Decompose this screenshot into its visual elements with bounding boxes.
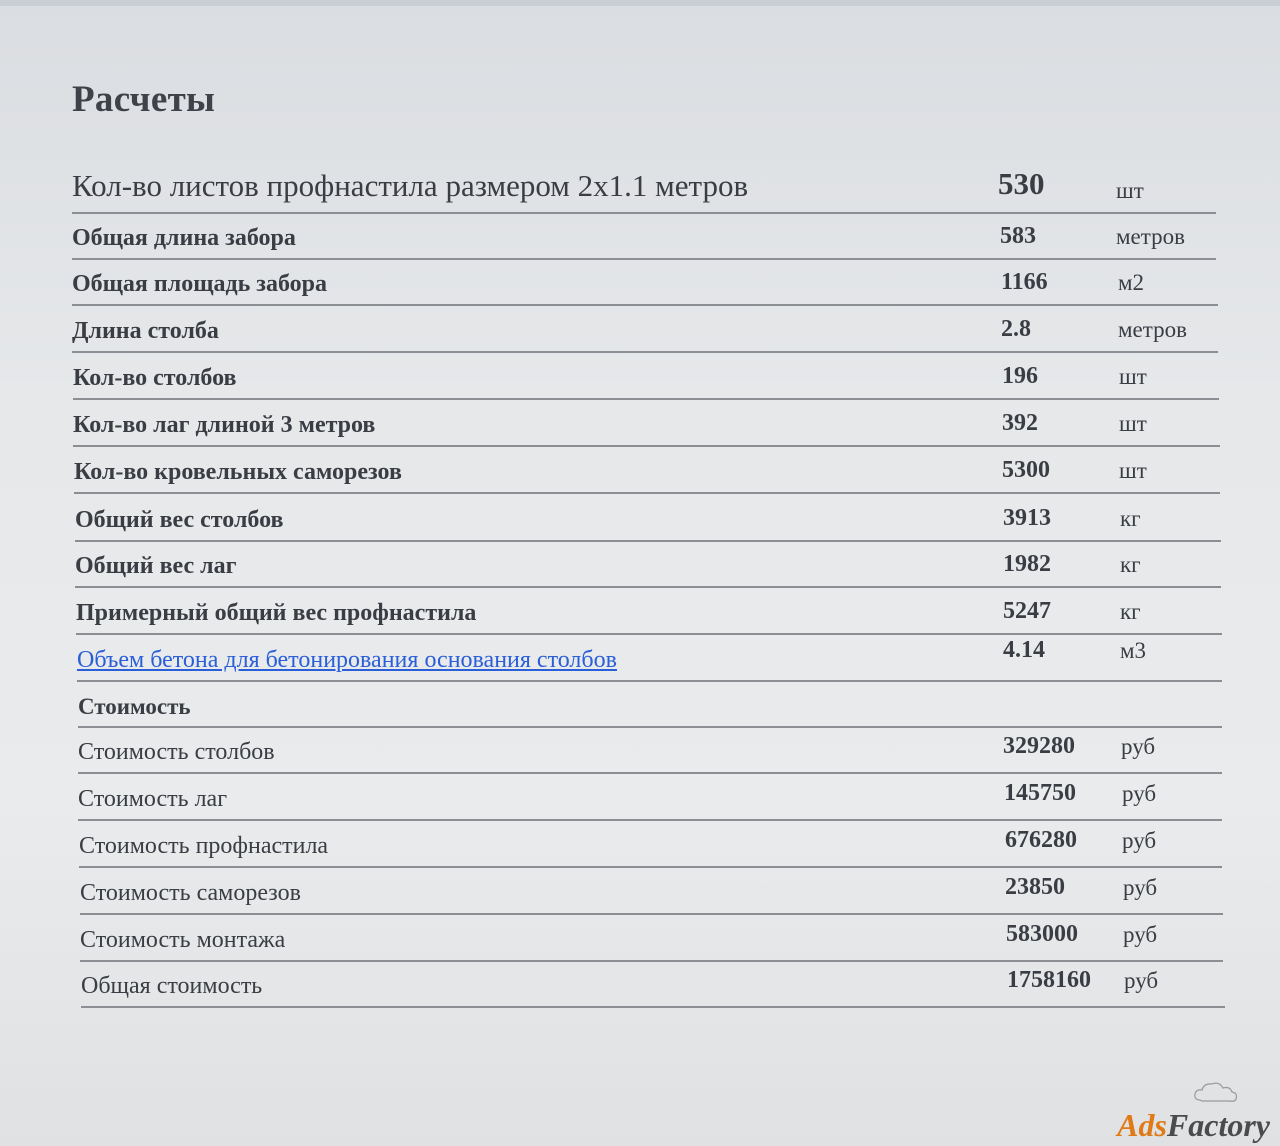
result-value: 1982: [1003, 551, 1051, 577]
result-label: Общий вес лаг: [75, 553, 237, 579]
cost-unit: руб: [1124, 968, 1159, 993]
result-row-sheets: [72, 166, 1216, 214]
cost-unit: руб: [1122, 781, 1157, 806]
result-unit: кг: [1120, 552, 1141, 577]
result-label: Длина столба: [72, 318, 219, 344]
result-value: 5247: [1003, 598, 1051, 624]
cost-unit: руб: [1121, 734, 1156, 759]
result-row-screws: [74, 448, 1220, 494]
cost-row-posts: [78, 728, 1222, 774]
result-label: Кол-во кровельных саморезов: [74, 459, 402, 485]
result-unit: шт: [1119, 364, 1147, 389]
cost-unit: руб: [1123, 922, 1158, 947]
watermark-brand-factory: Factory: [1166, 1107, 1270, 1143]
cost-label: Стоимость столбов: [78, 739, 275, 765]
result-value: 392: [1002, 410, 1038, 436]
cost-row-sheets: [79, 822, 1222, 868]
result-label: Примерный общий вес профнастила: [76, 600, 477, 626]
result-unit: шт: [1119, 411, 1147, 436]
result-value: 4.14: [1003, 637, 1045, 663]
result-value: 3913: [1003, 505, 1051, 531]
cloud-logo-icon: [1192, 1078, 1240, 1106]
result-label: Общая длина забора: [72, 225, 296, 251]
cost-label: Общая стоимость: [81, 973, 263, 999]
result-unit: шт: [1116, 178, 1144, 203]
cost-row-total: [81, 962, 1225, 1008]
watermark-brand-ads: Ads: [1117, 1107, 1167, 1143]
result-label: Кол-во листов профнастила размером 2x1.1 метров: [72, 168, 749, 203]
cost-section-header: [78, 682, 1222, 728]
result-value: 196: [1002, 363, 1038, 389]
cost-row-rails: [78, 775, 1222, 821]
result-value: 530: [998, 166, 1045, 201]
result-row-post-length: [72, 307, 1218, 353]
top-edge: [0, 0, 1280, 6]
result-label: Общий вес столбов: [75, 507, 284, 533]
cost-value: 676280: [1005, 827, 1077, 853]
result-row-area: [72, 260, 1218, 306]
result-value: 5300: [1002, 457, 1050, 483]
concrete-volume-link[interactable]: Объем бетона для бетонирования основания столбов: [77, 647, 617, 673]
cost-label: Стоимость саморезов: [80, 880, 301, 906]
cost-value: 145750: [1004, 780, 1076, 806]
result-row-concrete: [77, 636, 1222, 682]
cost-value: 1758160: [1007, 967, 1091, 993]
cost-row-installation: [80, 916, 1223, 962]
cost-value: 329280: [1003, 733, 1075, 759]
result-row-posts-weight: [75, 496, 1221, 542]
result-row-rails: [73, 401, 1220, 447]
cost-unit: руб: [1123, 875, 1158, 900]
cost-row-screws: [80, 869, 1223, 915]
result-value: 2.8: [1001, 316, 1031, 342]
cost-section-title: Стоимость: [78, 694, 191, 719]
result-unit: шт: [1119, 458, 1147, 483]
cost-label: Стоимость лаг: [78, 786, 228, 812]
result-row-length: [72, 214, 1216, 260]
cost-label: Стоимость профнастила: [79, 833, 329, 859]
result-row-posts: [73, 354, 1219, 400]
result-unit: м3: [1120, 638, 1147, 663]
result-label: Кол-во лаг длиной 3 метров: [73, 412, 376, 438]
cost-label: Стоимость монтажа: [80, 927, 286, 953]
watermark: [1117, 1084, 1270, 1144]
result-unit: метров: [1118, 317, 1187, 342]
cost-unit: руб: [1122, 828, 1157, 853]
result-row-sheet-weight: [76, 589, 1222, 635]
result-unit: метров: [1116, 224, 1185, 249]
page-title: Расчеты: [72, 79, 216, 120]
cost-value: 23850: [1005, 874, 1065, 900]
result-label: Кол-во столбов: [73, 365, 237, 391]
result-value: 583: [1000, 223, 1036, 249]
result-row-rails-weight: [75, 542, 1221, 588]
result-unit: кг: [1120, 599, 1141, 624]
result-label: Общая площадь забора: [72, 271, 327, 297]
cost-value: 583000: [1006, 921, 1078, 947]
result-value: 1166: [1001, 269, 1048, 295]
result-unit: м2: [1118, 270, 1145, 295]
result-unit: кг: [1120, 506, 1141, 531]
